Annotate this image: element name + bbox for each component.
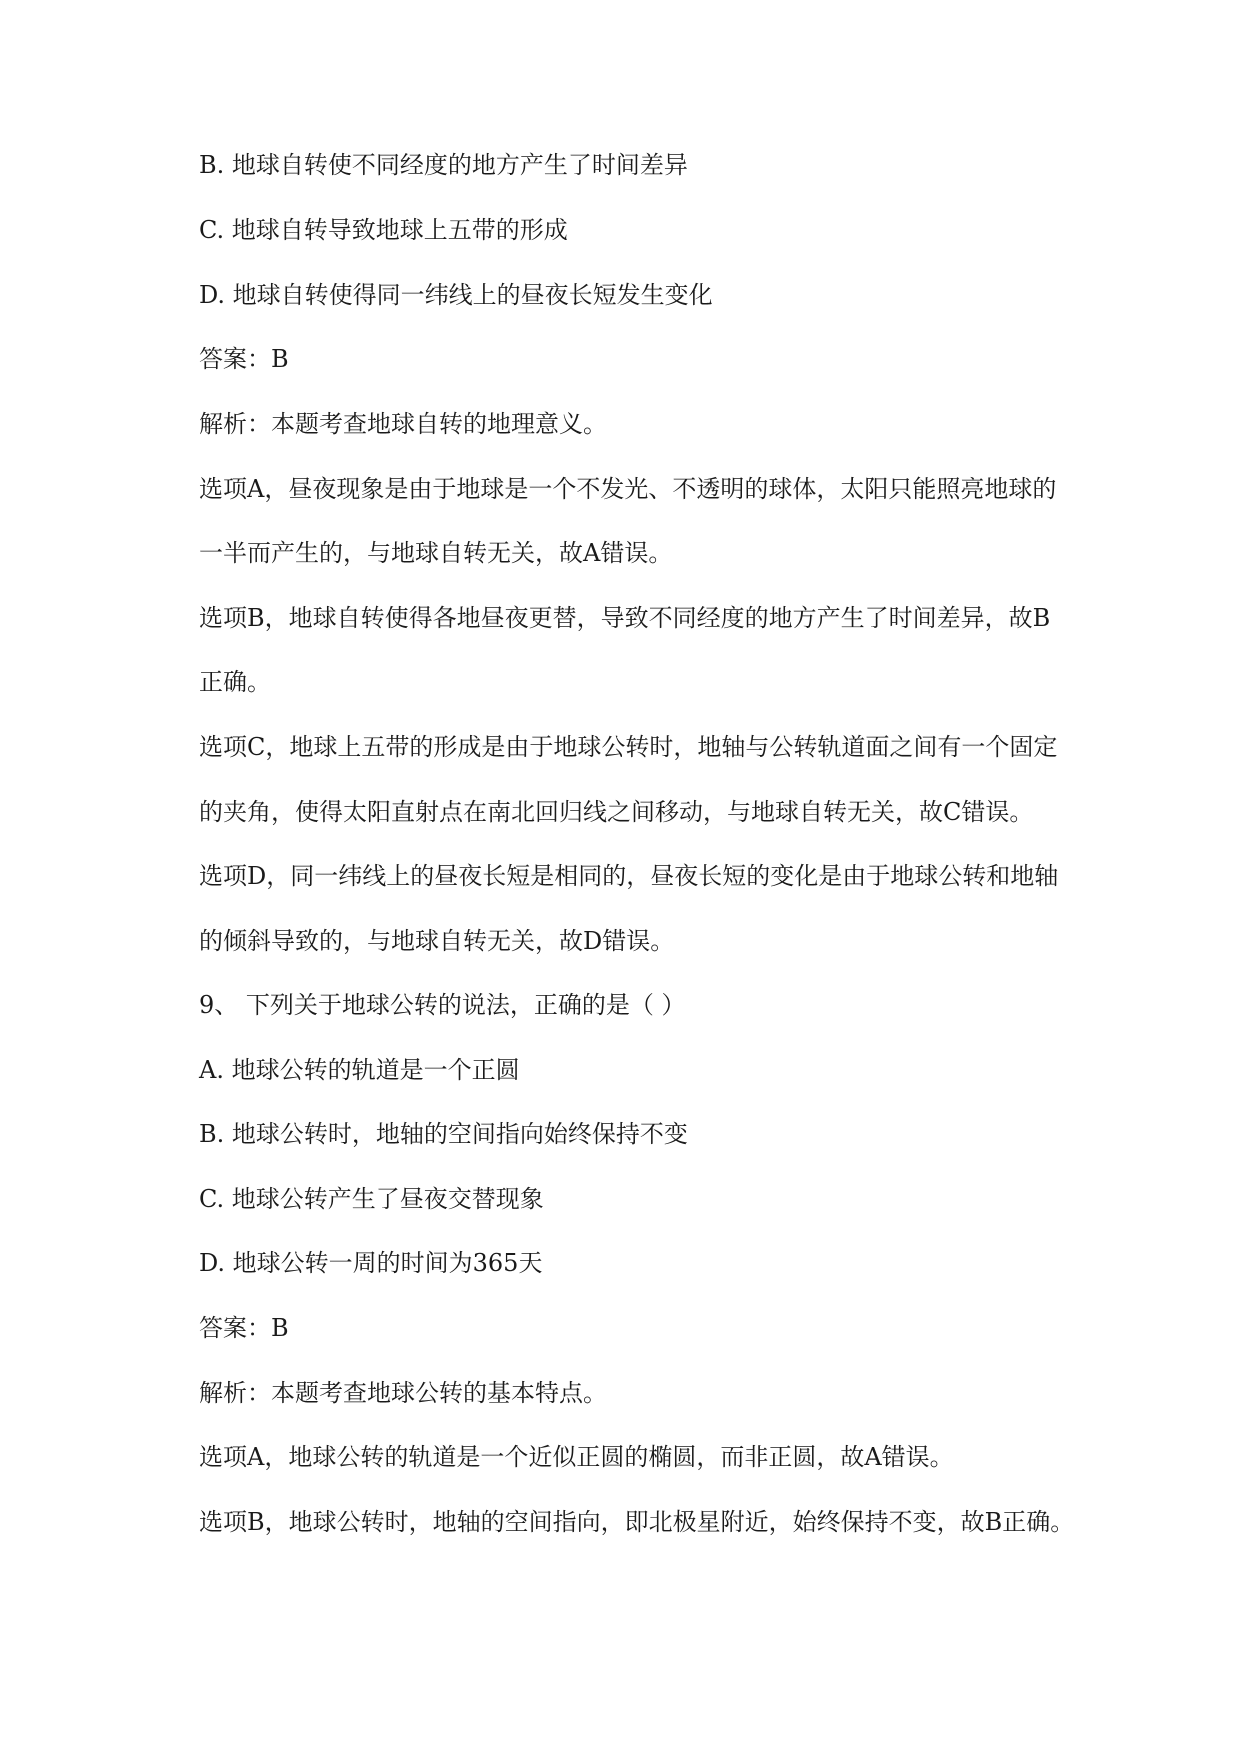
analysis-option-a-line-2: 一半而产生的，与地球自转无关，故A错误。 [199,539,673,567]
q9-option-c-line: C. 地球公转产生了昼夜交替现象 [199,1185,544,1213]
q9-answer-line: 答案：B [199,1314,289,1342]
q9-analysis-option-a-line: 选项A，地球公转的轨道是一个近似正圆的椭圆，而非正圆，故A错误。 [199,1443,954,1471]
analysis-option-d-line-1: 选项D，同一纬线上的昼夜长短是相同的，昼夜长短的变化是由于地球公转和地轴 [199,862,1059,890]
analysis-option-b-line-2: 正确。 [199,668,271,696]
analysis-option-c-line-2: 的夹角，使得太阳直射点在南北回归线之间移动，与地球自转无关，故C错误。 [199,798,1034,826]
q9-option-b-line: B. 地球公转时，地轴的空间指向始终保持不变 [199,1120,688,1148]
q9-analysis-line: 解析：本题考查地球公转的基本特点。 [199,1379,607,1407]
analysis-option-c-line-1: 选项C，地球上五带的形成是由于地球公转时，地轴与公转轨道面之间有一个固定 [199,733,1058,761]
question-9-line: 9、 下列关于地球公转的说法，正确的是（ ） [199,991,686,1019]
analysis-option-b-line-1: 选项B，地球自转使得各地昼夜更替，导致不同经度的地方产生了时间差异，故B [199,604,1051,632]
q9-option-a-line: A. 地球公转的轨道是一个正圆 [199,1056,520,1084]
analysis-option-a-line-1: 选项A，昼夜现象是由于地球是一个不发光、不透明的球体，太阳只能照亮地球的 [199,475,1057,503]
q9-option-d-line: D. 地球公转一周的时间为365天 [199,1249,543,1277]
analysis-line: 解析：本题考查地球自转的地理意义。 [199,410,607,438]
option-d-line: D. 地球自转使得同一纬线上的昼夜长短发生变化 [199,281,713,309]
option-b-line: B. 地球自转使不同经度的地方产生了时间差异 [199,151,688,179]
q9-analysis-option-b-line: 选项B，地球公转时，地轴的空间指向，即北极星附近，始终保持不变，故B正确。 [199,1508,1075,1536]
analysis-option-d-line-2: 的倾斜导致的，与地球自转无关，故D错误。 [199,927,675,955]
option-c-line: C. 地球自转导致地球上五带的形成 [199,216,568,244]
answer-line: 答案：B [199,345,289,373]
